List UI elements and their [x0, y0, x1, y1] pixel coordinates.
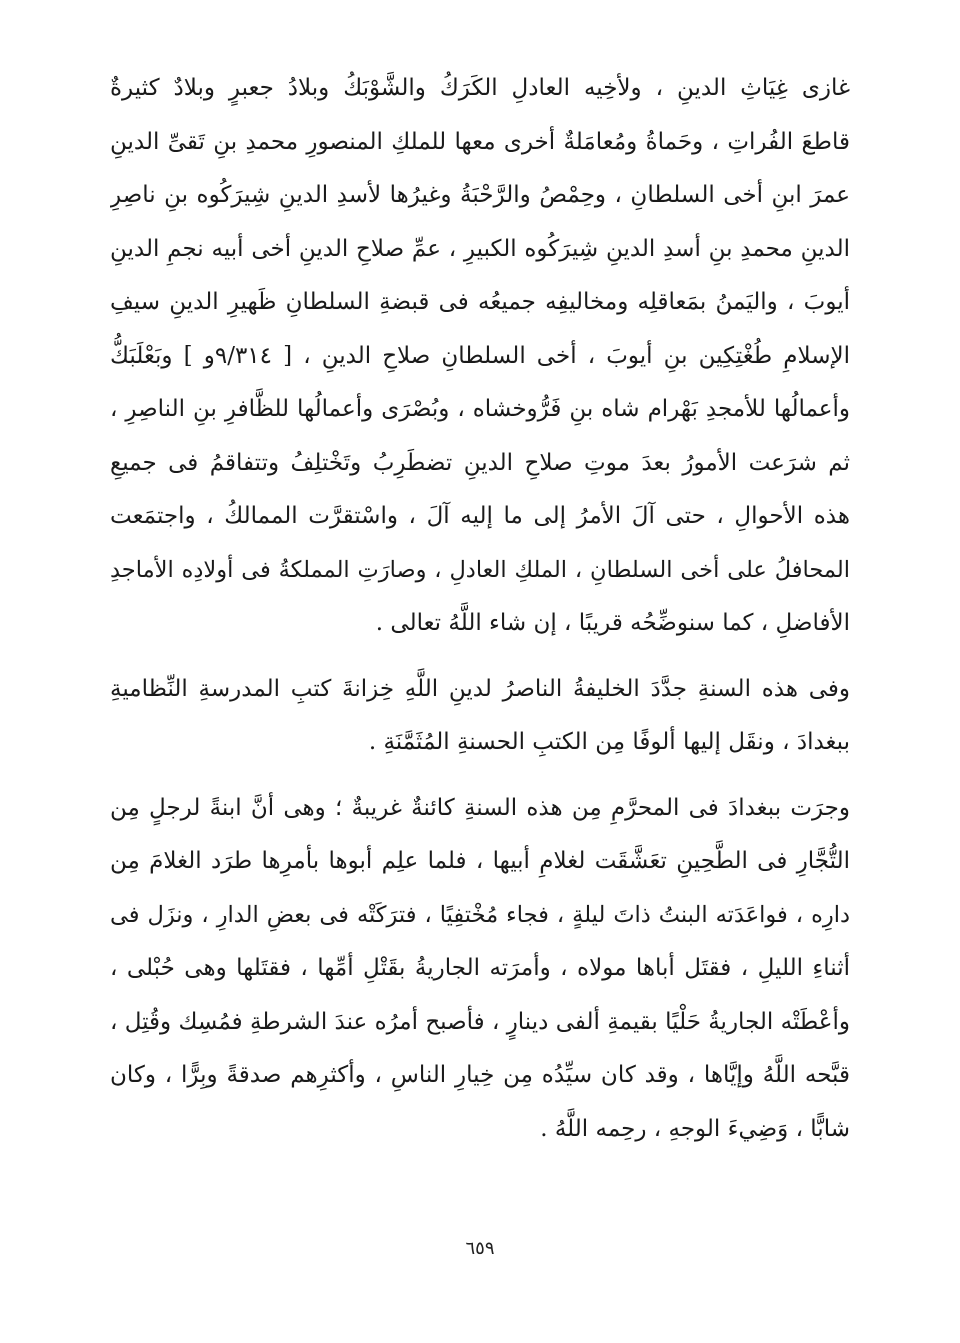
text-line: ثم شرَعت الأمورُ بعدَ موتِ صلاحِ الدينِ تضطَرِبُ وتَخْتلِفُ وتتفاقمُ فى جميعِ [110, 449, 850, 476]
text-line: عمرَ ابنِ أخى السلطانِ ، وحِمْصُ والرَّحْبَةُ وغيرُها لأسدِ الدينِ شِيرَكُوه بنِ ناصِرِ [110, 182, 850, 208]
text-line: أثناءِ الليلِ ، فقتَل أباها مولاه ، وأمرَته الجاريةُ بقَتْلِ أمِّها ، فقتَلها وهى حُبْلى ، [110, 955, 850, 981]
text-line: غازى غِيَاثِ الدينِ ، ولأخِيه العادلِ الكَرَكُ والشَّوْبَكُ وبلادُ جعبرٍ وبلادٌ كثيرةٌ [110, 75, 850, 101]
text-line: الإسلامِ طُغْتِكِين بنِ أيوبَ ، أخى السلطانِ صلاحِ الدينِ ، [ ٩/٣١٤و ] وبَعْلَبَكُّ [110, 342, 850, 369]
main-text [110, 62, 850, 1156]
text-line: قبَّحه اللَّهُ وإيَّاها ، وقد كان سيِّدُه مِن خِيارِ الناسِ ، وأكثرِهم صدقةً وبِرًّا ، وكان [110, 1062, 850, 1088]
paragraph-gap [110, 651, 850, 663]
text-line: هذه الأحوالِ ، حتى آلَ الأمرُ إلى ما إليه آلَ ، واسْتقرَّت الممالكُ ، واجتمَعت [110, 503, 850, 529]
text-line: أيوبَ ، واليَمنُ بمَعاقلِه ومخاليفِه جميعُه فى قبضةِ السلطانِ ظَهيرِ الدينِ سيفِ [110, 289, 850, 315]
text-line: شابًّا ، وَضِيءَ الوجهِ ، رحِمه اللَّهُ . [540, 1115, 850, 1142]
text-line: وأعْطَتْه الجاريةُ حَلْيًا بقيمةِ ألفى دينارٍ ، فأصبح أمرُه عندَ الشرطةِ فمُسِك وقُتِل ، [110, 1008, 850, 1035]
text-line: الأفاضلِ ، كما سنوضِّحُه قريبًا ، إن شاء اللَّهُ تعالى . [375, 610, 850, 636]
text-line: وأعمالُها للأمجدِ بَهْرام شاه بنِ فَرُّوخشاه ، وبُصْرَى وأعمالُها للظَّافرِ بنِ الناصِرِ ، [110, 396, 850, 422]
text-line: دارِه ، فواعَدَته البنتُ ذاتَ ليلةٍ ، فجاء مُخْتفِيًا ، فترَكَتْه فى بعضِ الدارِ ، ونزَل فى [110, 901, 850, 928]
text-line: ببغدادَ ، ونقَل إليها ألوفًا مِن الكتبِ الحسنةِ المُثَمَّنَةِ . [368, 729, 850, 755]
text-line: الدينِ محمدِ بنِ أسدِ الدينِ شِيرَكُوه الكبيرِ ، عمِّ صلاحِ الدينِ أخى أبيه نجمِ الدينِ [110, 235, 850, 262]
text-line: وفى هذه السنةِ جدَّدَ الخليفةُ الناصرُ لدينِ اللَّهِ خِزانةَ كتبِ المدرسةِ النِّظاميةِ [110, 675, 850, 702]
paragraph-gap [110, 770, 850, 782]
text-line: قاطعَ الفُراتِ ، وحَماةُ ومُعامَلةٌ أخرى معها للملكِ المنصورِ محمدِ بنِ تَقىِّ الدينِ [110, 128, 850, 155]
text-line: وجرَت ببغدادَ فى المحرَّمِ مِن هذه السنةِ كائنةٌ غريبةٌ ؛ وهى أنَّ ابنةً لرجلٍ مِن [110, 794, 850, 821]
paragraph-1 [110, 62, 850, 651]
paragraph-2 [110, 663, 850, 770]
paragraph-3 [110, 782, 850, 1157]
page-number: ٦٥٩ [465, 1238, 495, 1259]
text-line: التُّجَّارِ فى الطَّحِينِ تعَشَّقَت لغلامِ أبيها ، فلما علِم أبوها بأمرِها طرَد الغلامَ مِن [110, 848, 850, 874]
text-line: المحافلُ على أخى السلطانِ ، الملكِ العادلِ ، وصارَتِ المملكةُ فى أولادِه الأماجدِ [110, 556, 850, 583]
